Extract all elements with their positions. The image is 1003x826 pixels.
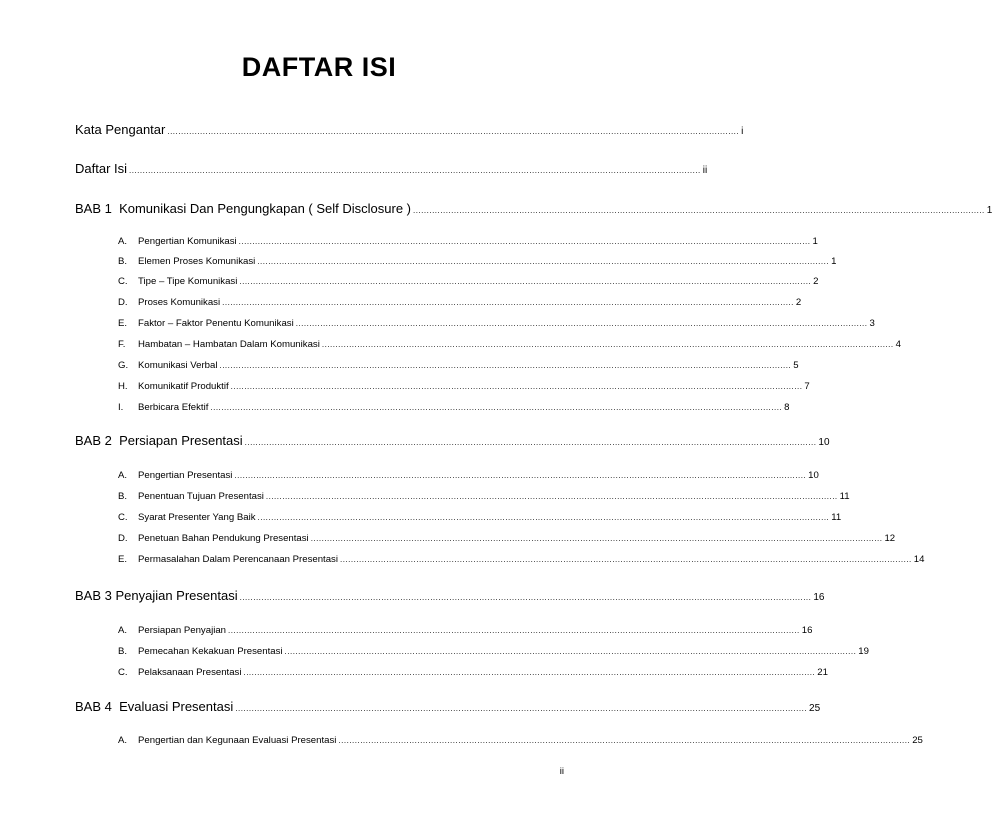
toc-subentry-page: 1 <box>812 236 818 247</box>
toc-subentry-label: Berbicara Efektif <box>138 402 209 413</box>
toc-subentry-label: Persiapan Penyajian <box>138 625 227 636</box>
toc-subentry[interactable] <box>118 297 802 308</box>
leader-dots: .................................................................................................................................................................................................................. <box>257 257 830 266</box>
leader-dots: .................................................................................................................................................................................................................. <box>257 513 830 522</box>
toc-subentry-label: Pelaksanaan Presentasi <box>138 667 242 678</box>
toc-subentry-letter: C. <box>118 667 128 678</box>
toc-chapter-bab3[interactable] <box>75 588 825 603</box>
toc-subentry[interactable] <box>118 381 810 392</box>
leader-dots: .................................................................................................................................................................................................................. <box>338 736 911 745</box>
toc-subentry-page: 14 <box>913 554 925 565</box>
toc-subentry-letter: I. <box>118 402 124 413</box>
toc-entry-label: BAB 4 Evaluasi Presentasi <box>75 699 234 714</box>
leader-dots: .................................................................................................................................................................................................................. <box>284 647 857 656</box>
toc-subentry[interactable] <box>118 512 842 523</box>
toc-entry-page: 16 <box>813 592 825 603</box>
toc-entry-label: BAB 2 Persiapan Presentasi <box>75 433 243 448</box>
leader-dots: .................................................................................................................................................................................................................. <box>234 471 807 480</box>
toc-subentry-page: 16 <box>801 625 813 636</box>
toc-subentry[interactable] <box>118 533 896 544</box>
toc-subentry[interactable] <box>118 554 925 565</box>
toc-entry-page: i <box>741 126 744 137</box>
leader-dots: .................................................................................................................................................................................................................. <box>339 555 912 564</box>
toc-entry-page: 25 <box>809 703 821 714</box>
toc-entry-label: Daftar Isi <box>75 161 128 176</box>
toc-subentry-page: 3 <box>869 318 875 329</box>
toc-entry-kata-pengantar[interactable] <box>75 122 744 137</box>
toc-subentry-page: 8 <box>784 402 790 413</box>
toc-chapter-bab4[interactable] <box>75 699 821 714</box>
toc-subentry-page: 10 <box>808 470 819 481</box>
toc-chapter-bab2[interactable] <box>75 433 830 448</box>
toc-subentry[interactable] <box>118 360 799 371</box>
toc-chapter-bab1[interactable] <box>75 201 993 216</box>
leader-dots: .................................................................................................................................................................................................................. <box>239 277 812 286</box>
toc-entry-page: 10 <box>818 437 830 448</box>
toc-subentry-label: Pengertian Presentasi <box>138 470 233 481</box>
toc-subentry-page: 2 <box>813 276 819 287</box>
toc-entry-label: BAB 1 Komunikasi Dan Pengungkapan ( Self Disclosure ) <box>75 201 412 216</box>
toc-subentry[interactable] <box>118 646 869 657</box>
toc-subentry-label: Pemecahan Kekakuan Presentasi <box>138 646 283 657</box>
toc-entry-page: ii <box>702 165 708 176</box>
leader-dots: .................................................................................................................................................................................................................. <box>230 382 803 391</box>
toc-subentry-label: Hambatan – Hambatan Dalam Komunikasi <box>138 339 320 350</box>
toc-subentry-letter: E. <box>118 318 128 329</box>
toc-subentry-page: 5 <box>793 360 799 371</box>
toc-subentry[interactable] <box>118 318 875 329</box>
toc-subentry-letter: E. <box>118 554 128 565</box>
leader-dots: .................................................................................................................................................................................................................. <box>243 668 816 677</box>
toc-subentry-label: Pengertian Komunikasi <box>138 236 237 247</box>
leader-dots: .................................................................................................................................................................................................................. <box>244 438 817 447</box>
toc-subentry-letter: B. <box>118 646 128 657</box>
toc-subentry[interactable] <box>118 735 923 746</box>
toc-entry-label: BAB 3 Penyajian Presentasi <box>75 588 238 603</box>
leader-dots: .................................................................................................................................................................................................................. <box>265 492 838 501</box>
toc-subentry-label: Komunikasi Verbal <box>138 360 218 371</box>
toc-subentry-letter: H. <box>118 381 128 392</box>
toc-subentry-page: 7 <box>804 381 810 392</box>
toc-subentry[interactable] <box>118 339 901 350</box>
toc-subentry-label: Faktor – Faktor Penentu Komunikasi <box>138 318 294 329</box>
leader-dots: .................................................................................................................................................................................................................. <box>295 319 868 328</box>
toc-subentry-letter: A. <box>118 236 128 247</box>
toc-subentry-letter: D. <box>118 533 128 544</box>
leader-dots: .................................................................................................................................................................................................................. <box>210 403 783 412</box>
toc-subentry-page: 19 <box>858 646 869 657</box>
toc-subentry-page: 2 <box>795 297 802 308</box>
toc-subentry-page: 11 <box>831 512 842 523</box>
toc-subentry-page: 1 <box>831 256 837 267</box>
toc-subentry-letter: C. <box>118 276 128 287</box>
toc-subentry-page: 11 <box>839 491 850 502</box>
toc-subentry[interactable] <box>118 491 850 502</box>
toc-subentry-page: 25 <box>912 735 923 746</box>
toc-subentry-letter: B. <box>118 256 128 267</box>
toc-subentry[interactable] <box>118 470 819 481</box>
toc-subentry-label: Penetuan Bahan Pendukung Presentasi <box>138 533 309 544</box>
toc-subentry-label: Elemen Proses Komunikasi <box>138 256 256 267</box>
toc-subentry-letter: A. <box>118 735 128 746</box>
leader-dots: .................................................................................................................................................................................................................. <box>321 340 894 349</box>
toc-entry-page: 1 <box>986 205 993 216</box>
leader-dots: .................................................................................................................................................................................................................. <box>310 534 883 543</box>
toc-subentry[interactable] <box>118 236 818 247</box>
toc-subentry-label: Penentuan Tujuan Presentasi <box>138 491 264 502</box>
leader-dots: .................................................................................................................................................................................................................. <box>413 206 985 215</box>
leader-dots: .................................................................................................................................................................................................................. <box>219 361 792 370</box>
toc-subentry-letter: D. <box>118 297 128 308</box>
toc-subentry-letter: A. <box>118 470 128 481</box>
leader-dots: .................................................................................................................................................................................................................. <box>239 593 812 602</box>
toc-subentry-letter: G. <box>118 360 129 371</box>
toc-subentry-page: 21 <box>817 667 828 678</box>
toc-subentry-label: Pengertian dan Kegunaan Evaluasi Presentasi <box>138 735 337 746</box>
toc-subentry-letter: A. <box>118 625 128 636</box>
toc-entry-daftar-isi[interactable] <box>75 161 708 176</box>
toc-subentry[interactable] <box>118 276 819 287</box>
leader-dots: .................................................................................................................................................................................................................. <box>222 298 794 307</box>
leader-dots: .................................................................................................................................................................................................................. <box>238 237 811 246</box>
toc-subentry-page: 4 <box>895 339 901 350</box>
leader-dots: .................................................................................................................................................................................................................. <box>228 626 800 635</box>
toc-subentry-label: Proses Komunikasi <box>138 297 221 308</box>
page-title: DAFTAR ISI <box>241 52 397 82</box>
toc-subentry-letter: B. <box>118 491 128 502</box>
page-number: ii <box>559 766 564 777</box>
toc-subentry-label: Tipe – Tipe Komunikasi <box>138 276 238 287</box>
toc-subentry-letter: F. <box>118 339 126 350</box>
toc-subentry[interactable] <box>118 625 813 636</box>
toc-subentry[interactable] <box>118 667 828 678</box>
leader-dots: .................................................................................................................................................................................................................. <box>167 127 740 136</box>
toc-subentry-letter: C. <box>118 512 128 523</box>
toc-subentry-page: 12 <box>884 533 896 544</box>
toc-subentry-label: Permasalahan Dalam Perencanaan Presentasi <box>138 554 338 565</box>
toc-subentry-label: Komunikatif Produktif <box>138 381 229 392</box>
toc-subentry[interactable] <box>118 256 837 267</box>
toc-subentry-label: Syarat Presenter Yang Baik <box>138 512 256 523</box>
toc-subentry[interactable] <box>118 402 790 413</box>
leader-dots: .................................................................................................................................................................................................................. <box>129 166 701 175</box>
toc-entry-label: Kata Pengantar <box>75 122 166 137</box>
leader-dots: .................................................................................................................................................................................................................. <box>235 704 808 713</box>
